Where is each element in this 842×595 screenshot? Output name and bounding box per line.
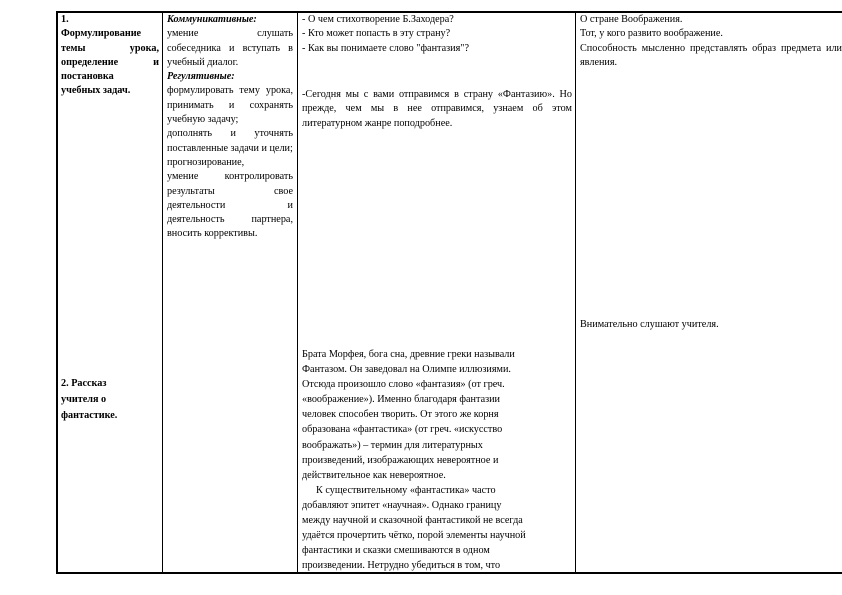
- story-line: Брата Морфея, бога сна, древние греки называли: [302, 349, 515, 360]
- story-line: К существительному «фантастика» часто: [316, 484, 496, 496]
- question-item: - Кто может попасть в эту страну?: [302, 28, 451, 40]
- regulative-line: формулировать тему урока, принимать и сохранять учебную задачу;: [167, 85, 293, 126]
- story-line: произведений, изображающих невероятное и: [302, 454, 499, 466]
- question-item: - О чем стихотворение Б.Заходера?: [302, 14, 454, 25]
- column-divider-2: [297, 11, 298, 574]
- question-item: - Как вы понимаете слово "фантазия"?: [302, 42, 469, 54]
- uud-cell: [167, 13, 293, 242]
- teacher-intro: -Сегодня мы с вами отправимся в страну «Фантазию». Но прежде, чем мы в нее отправимся, узнаем об этом литературном жанре поподробнее.: [302, 89, 572, 129]
- stage-2-line: фантастике.: [61, 410, 118, 421]
- listen-text: Внимательно слушают учителя.: [580, 319, 719, 330]
- regulative-line: прогнозирование,: [167, 156, 245, 168]
- story-line: воображать») – термин для литературных: [302, 439, 483, 451]
- stage-2-title: [61, 376, 159, 424]
- regulative-line: дополнять и уточнять поставленные задачи и цели;: [167, 128, 293, 154]
- stage-2-line: 2. Рассказ: [61, 378, 107, 389]
- teacher-questions: [302, 13, 572, 56]
- stage-1-title: [61, 13, 159, 99]
- stage-1-line: темы урока,: [61, 42, 159, 54]
- communicative-heading: Коммуникативные:: [167, 14, 257, 25]
- teacher-story: [302, 347, 574, 572]
- column-divider-3: [575, 11, 576, 574]
- story-line: действительное как невероятное.: [302, 469, 446, 481]
- column-divider-1: [162, 11, 163, 574]
- story-line: между научной и сказочной фантастикой не всегда: [302, 515, 523, 527]
- fantasy-definition: Способность мысленно представлять образ предмета или явления.: [580, 42, 842, 68]
- table-bottom-border: [56, 572, 842, 574]
- regulative-line: умение контролировать результаты свое деятельности и деятельность партнера, вносить коррективы.: [167, 171, 293, 240]
- story-line: Отсюда произошло слово «фантазия» (от греч.: [302, 379, 505, 391]
- student-listen: [580, 318, 842, 332]
- stage-2-line: учителя о: [61, 394, 107, 405]
- stage-1-line: постановка: [61, 71, 114, 83]
- communicative-text: умение слушать собеседника и вступать в учебный диалог.: [167, 28, 293, 68]
- stage-1-line: учебных задач.: [61, 85, 131, 97]
- story-line: «воображение»). Именно благодаря фантазии: [302, 394, 501, 406]
- story-line: удаётся прочертить чётко, порой элементы научной: [302, 530, 526, 542]
- regulative-heading: Регулятивные:: [167, 71, 235, 83]
- answer-line: Тот, у кого развито воображение.: [580, 28, 723, 40]
- story-line: добавляют эпитет «научная». Однако границу: [302, 499, 502, 511]
- stage-1-line: определение и: [61, 56, 159, 68]
- answer-line: О стране Воображения.: [580, 14, 683, 25]
- story-line: Фантазом. Он заведовал на Олимпе иллюзиями.: [302, 364, 511, 376]
- story-line: фантастики и сказки смешиваются в одном: [302, 545, 490, 557]
- story-line: произведении. Нетрудно убедиться в том, что: [302, 560, 501, 572]
- student-answers: [580, 13, 842, 70]
- story-line: образована «фантастика» (от греч. «искусство: [302, 424, 503, 436]
- stage-1-number: 1.: [61, 14, 69, 25]
- table-left-border: [56, 11, 58, 574]
- story-line: человек способен творить. От этого же корня: [302, 409, 499, 421]
- stage-1-line: Формулирование: [61, 28, 142, 40]
